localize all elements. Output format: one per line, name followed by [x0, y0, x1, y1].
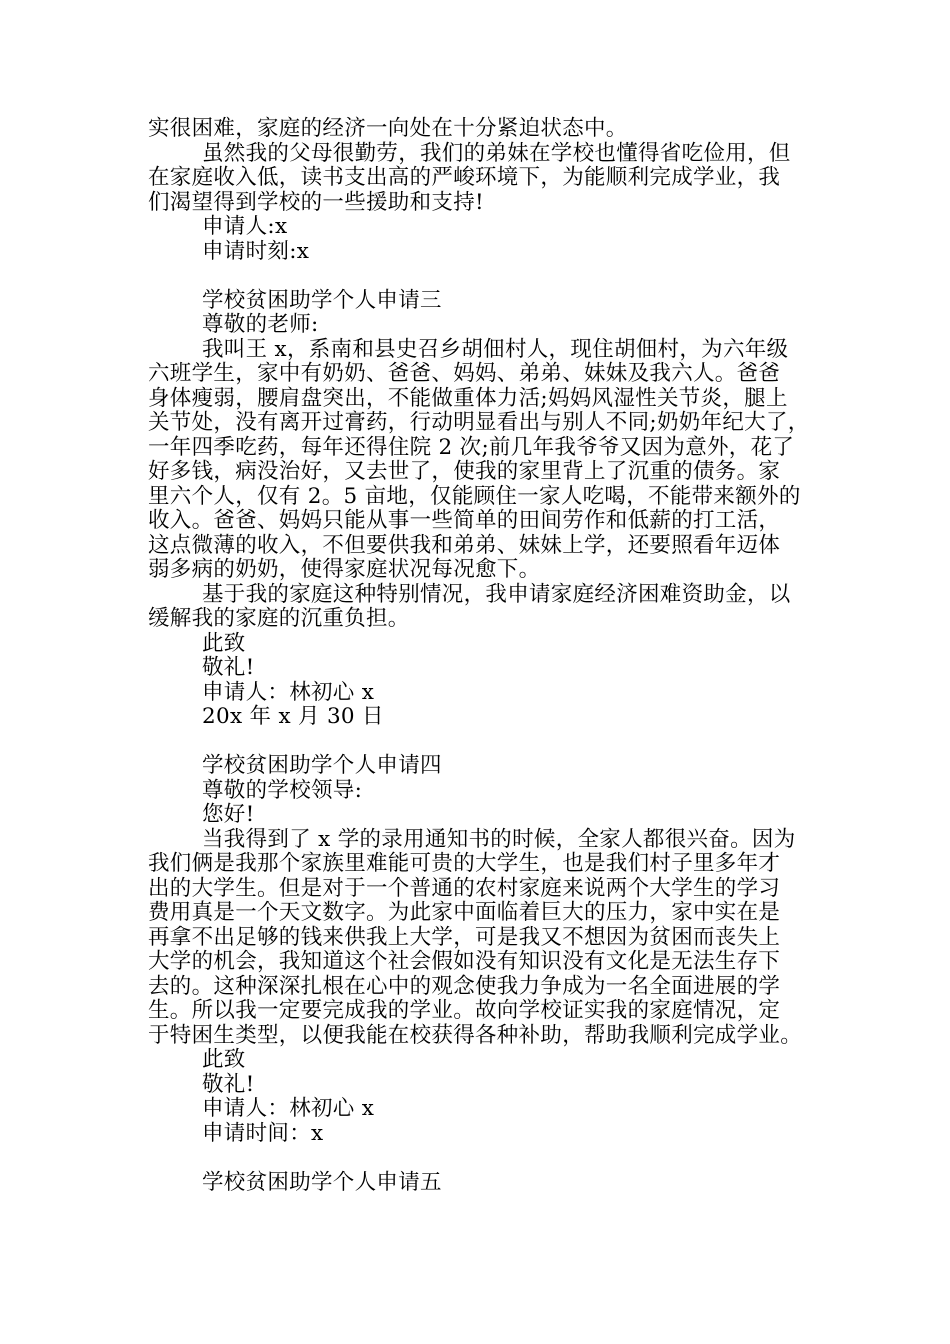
text-line: 尊敬的学校领导: [202, 777, 363, 803]
text-line: 申请人:x [202, 214, 288, 239]
text-line: 六班学生，家中有奶奶、爸爸、妈妈、弟弟、妹妹及我六人。爸爸 [148, 361, 781, 386]
text-line: 学校贫困助学个人申请三 [202, 287, 442, 313]
text-line: 您好! [202, 802, 255, 827]
text-line: 此致 [202, 1047, 246, 1072]
text-line: 20x 年 x 月 30 日 [202, 704, 384, 729]
text-line: 申请人：林初心 x [202, 679, 375, 705]
text-line: 费用真是一个天文数字。为此家中面临着巨大的压力，家中实在是 [148, 900, 781, 925]
blank-line [148, 1146, 824, 1171]
text-line: 们渴望得到学校的一些援助和支持! [148, 189, 484, 215]
text-line: 弱多病的奶奶，使得家庭状况每况愈下。 [148, 557, 541, 582]
text-line: 虽然我的父母很勤劳，我们的弟妹在学校也懂得省吃俭用，但 [202, 140, 791, 166]
text-line: 当我得到了 x 学的录用通知书的时候，全家人都很兴奋。因为 [202, 826, 796, 852]
text-line: 敬礼! [202, 655, 255, 680]
text-line: 缓解我的家庭的沉重负担。 [148, 606, 410, 631]
text-line: 我叫王 x，系南和县史召乡胡佃村人，现住胡佃村，为六年级 [202, 336, 789, 362]
text-line: 收入。爸爸、妈妈只能从事一些简单的田间劳作和低薪的打工活， [148, 508, 781, 533]
text-line: 再拿不出足够的钱来供我上大学，可是我又不想因为贫困而丧失上 [148, 924, 781, 950]
text-line: 去的。这种深深扎根在心中的观念使我力争成为一名全面进展的学 [148, 973, 781, 999]
text-line: 学校贫困助学个人申请五 [202, 1169, 442, 1195]
blank-line [148, 730, 824, 755]
text-line: 敬礼! [202, 1071, 255, 1097]
text-line: 申请时间：x [202, 1120, 324, 1146]
text-line: 这点微薄的收入，不但要供我和弟弟、妹妹上学，还要照看年迈体 [148, 532, 781, 558]
text-line: 尊敬的老师: [202, 312, 319, 337]
text-line: 好多钱，病没治好，又去世了，使我的家里背上了沉重的债务。家 [148, 459, 781, 484]
text-line: 生。所以我一定要完成我的学业。故向学校证实我的家庭情况，定 [148, 998, 781, 1023]
text-line: 出的大学生。但是对于一个普通的农村家庭来说两个大学生的学习 [148, 875, 781, 901]
text-line: 身体瘦弱，腰肩盘突出，不能做重体力活;妈妈风湿性关节炎，腿上 [148, 385, 788, 411]
text-line: 里六个人，仅有 2。5 亩地，仅能顾住一家人吃喝，不能带来额外的 [148, 483, 801, 509]
text-line: 于特困生类型，以便我能在校获得各种补助，帮助我顺利完成学业。 [148, 1022, 803, 1048]
text-line: 此致 [202, 630, 246, 656]
text-line: 申请时刻:x [202, 238, 310, 264]
text-line: 在家庭收入低，读书支出高的严峻环境下，为能顺利完成学业，我 [148, 165, 781, 190]
text-line: 我们俩是我那个家族里难能可贵的大学生，也是我们村子里多年才 [148, 851, 781, 876]
document-page [148, 117, 824, 1195]
text-line: 申请人：林初心 x [202, 1096, 375, 1121]
text-line: 大学的机会，我知道这个社会假如没有知识没有文化是无法生存下 [148, 949, 781, 974]
text-line: 实很困难，家庭的经济一向处在十分紧迫状态中。 [148, 116, 628, 141]
text-line: 一年四季吃药，每年还得住院 2 次;前几年我爷爷又因为意外，花了 [148, 434, 795, 460]
blank-line [148, 264, 824, 289]
text-line: 基于我的家庭这种特别情况，我申请家庭经济困难资助金，以 [202, 581, 791, 607]
text-line: 学校贫困助学个人申请四 [202, 753, 442, 778]
text-line: 关节处，没有离开过膏药，行动明显看出与别人不同;奶奶年纪大了， [148, 410, 810, 435]
